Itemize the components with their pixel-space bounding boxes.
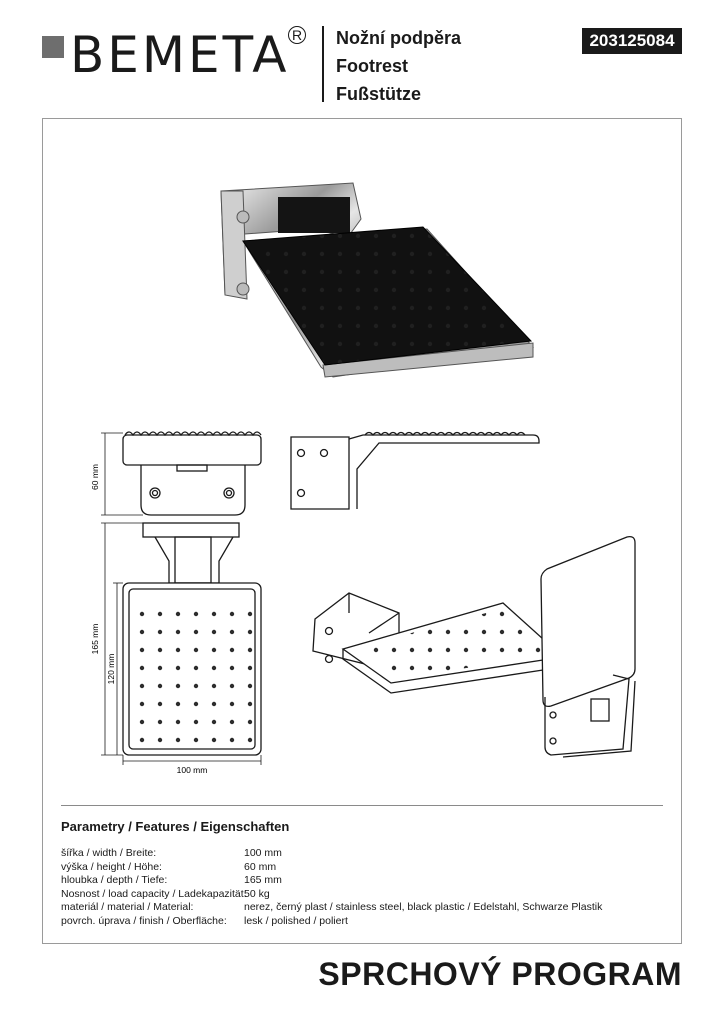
spec-label: hloubka / depth / Tiefe: [61,874,168,886]
spec-label: povrch. úprava / finish / Oberfläche: [61,914,227,927]
title-en: Footrest [336,56,408,76]
product-program-title: SPRCHOVÝ PROGRAM [318,956,682,992]
features-divider [61,805,663,806]
title-de: Fußstütze [336,84,421,104]
isometric-open-view [313,593,563,693]
spec-row [61,888,602,902]
dimension-100mm [123,755,261,765]
side-view [291,433,539,510]
brand-logo [40,18,310,84]
dim-plate-label: 120 mm [106,653,116,685]
dim-width-label: 100 mm [176,765,208,775]
spec-row [61,901,602,915]
front-view [123,432,261,515]
features-heading: Parametry / Features / Eigenschaften [61,819,290,834]
technical-drawing [43,119,683,799]
spec-label: šířka / width / Breite: [61,847,157,859]
isometric-folded-view [541,537,635,757]
brand-name: BEMETA [70,26,290,84]
spec-value: 165 mm [244,874,282,886]
spec-row [61,861,602,875]
dim-height-label: 60 mm [90,464,100,490]
spec-value: nerez, černý plast / stainless steel, black plastic / Edelstahl, Schwarze Plastik [244,901,603,913]
product-code-badge: 203125084 [582,28,682,54]
product-titles [336,24,461,108]
registered-mark: R [288,26,306,44]
logo-square-mark [42,36,64,58]
spec-table [61,847,602,928]
spec-value: 60 mm [244,860,277,873]
spec-label: výška / height / Höhe: [61,860,162,873]
spec-value: lesk / polished / poliert [244,914,348,927]
spec-value: 100 mm [244,847,282,859]
product-render [221,183,533,377]
title-cz: Nožní podpěra [336,28,461,48]
title-divider [322,26,324,102]
spec-row [61,915,602,929]
plan-view [123,523,261,755]
datasheet-frame [42,118,682,944]
dim-depth-label: 165 mm [90,623,100,655]
spec-row [61,874,602,888]
spec-label: materiál / material / Material: [61,901,194,913]
spec-label: Nosnost / load capacity / Ladekapazität: [61,887,247,900]
spec-row [61,847,602,861]
spec-value: 50 kg [244,887,270,900]
